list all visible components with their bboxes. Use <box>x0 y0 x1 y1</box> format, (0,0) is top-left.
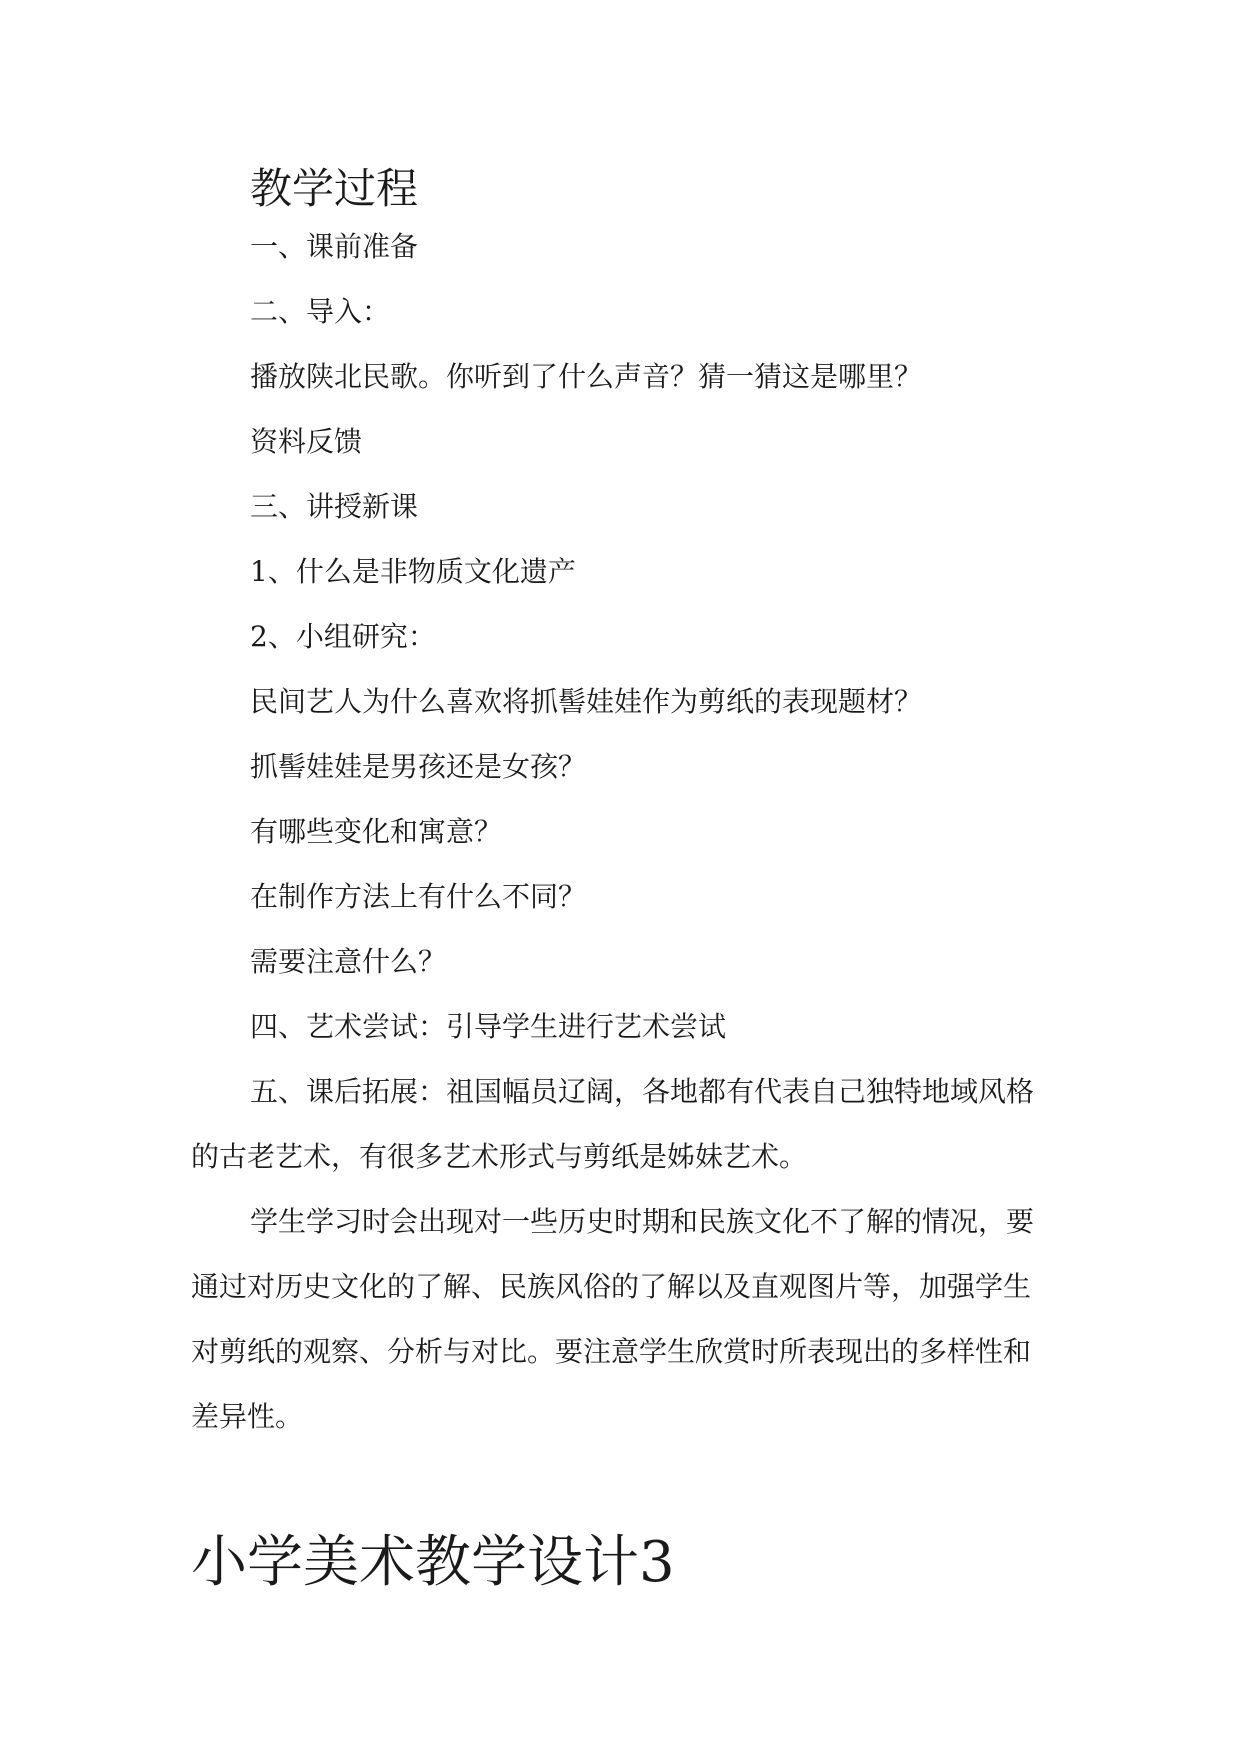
list-item: 民间艺人为什么喜欢将抓髻娃娃作为剪纸的表现题材？ <box>250 685 923 718</box>
next-section-title: 小学美术教学设计3 <box>191 1530 675 1595</box>
list-item: 四、艺术尝试：引导学生进行艺术尝试 <box>250 1010 727 1043</box>
list-item: 1、什么是非物质文化遗产 <box>250 555 576 588</box>
reflection-paragraph-line: 通过对历史文化的了解、民族风俗的了解以及直观图片等，加强学生 <box>191 1270 1032 1303</box>
list-item: 二、导入： <box>250 295 391 328</box>
extension-paragraph-line: 的古老艺术，有很多艺术形式与剪纸是姊妹艺术。 <box>191 1140 808 1173</box>
reflection-paragraph-line: 差异性。 <box>191 1400 304 1433</box>
list-item: 资料反馈 <box>250 425 363 458</box>
list-item: 抓髻娃娃是男孩还是女孩？ <box>250 750 587 783</box>
extension-paragraph-line: 五、课后拓展：祖国幅员辽阔，各地都有代表自己独特地域风格 <box>250 1075 1035 1108</box>
section-heading: 教学过程 <box>250 164 419 213</box>
reflection-paragraph-line: 对剪纸的观察、分析与对比。要注意学生欣赏时所表现出的多样性和 <box>191 1335 1032 1368</box>
list-item: 在制作方法上有什么不同？ <box>250 880 587 913</box>
list-item: 一、课前准备 <box>250 230 419 263</box>
list-item: 需要注意什么？ <box>250 945 447 978</box>
list-item: 有哪些变化和寓意？ <box>250 815 503 848</box>
list-item: 2、小组研究： <box>250 620 436 653</box>
list-item: 三、讲授新课 <box>250 490 419 523</box>
list-item: 播放陕北民歌。你听到了什么声音？猜一猜这是哪里？ <box>250 360 923 393</box>
reflection-paragraph-line: 学生学习时会出现对一些历史时期和民族文化不了解的情况，要 <box>250 1205 1035 1238</box>
